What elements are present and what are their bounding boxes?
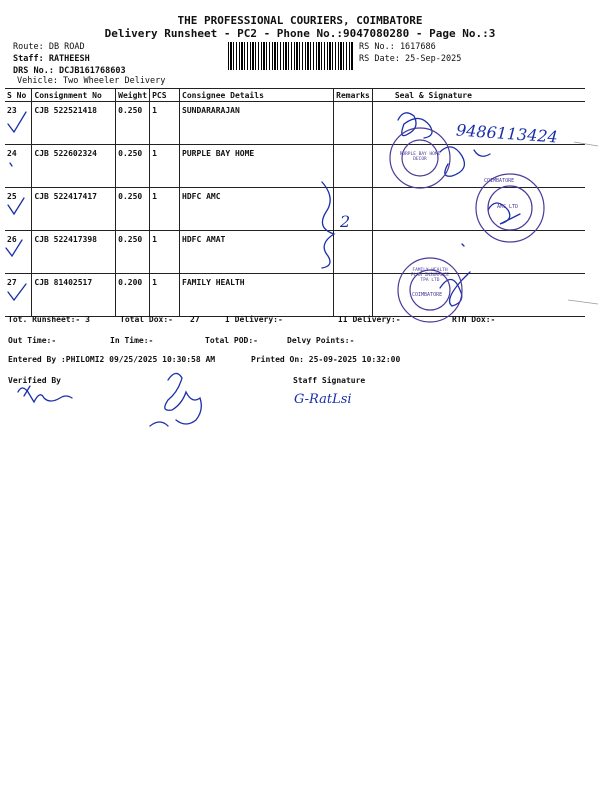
cell-sno: 25: [5, 188, 32, 231]
cell-consignee: SUNDARARAJAN: [180, 102, 334, 145]
tick-mark-icon: [10, 163, 12, 166]
cell-pcs: 1: [150, 188, 180, 231]
verified-by-label: Verified By: [8, 376, 61, 385]
cell-consignee: PURPLE BAY HOME: [180, 145, 334, 188]
printed-on: Printed On: 25-09-2025 10:32:00: [251, 355, 401, 364]
tick-mark-icon: [8, 112, 26, 132]
route-label: Route: DB ROAD: [13, 42, 85, 52]
family-health-stamp-text: FAMILY HEALTH PLAN INSURANCE TPA LTD: [411, 268, 449, 283]
company-title: THE PROFESSIONAL COURIERS, COIMBATORE: [177, 14, 423, 27]
middle-signature-icon: [150, 422, 168, 426]
staff-signature-label: Staff Signature: [293, 376, 366, 385]
cell-pcs: 1: [150, 231, 180, 274]
cell-pcs: 1: [150, 102, 180, 145]
tick-mark-icon: [6, 240, 22, 256]
runsheet-title: Delivery Runsheet - PC2 - Phone No.:9047080280 - Page No.:3: [104, 27, 496, 40]
cell-sno: 24: [5, 145, 32, 188]
hdfc-stamp-text: COIMBATORE: [484, 178, 515, 184]
cell-pcs: 1: [150, 274, 180, 317]
i-delivery: I Delivery:-: [225, 315, 283, 324]
middle-signature-icon: [165, 373, 202, 424]
tick-mark-icon: [8, 284, 26, 300]
out-time: Out Time:-: [8, 336, 57, 345]
signature-scribble-icon: [474, 150, 490, 156]
in-time: In Time:-: [110, 336, 154, 345]
total-dox-label: Total Dox:-: [120, 315, 173, 324]
col-sno: S No: [5, 89, 32, 102]
cell-consignee: FAMILY HEALTH: [180, 274, 334, 317]
cell-weight: 0.250: [116, 188, 150, 231]
handwritten-phone-note: 9486113424: [455, 120, 559, 147]
cell-consignment: CJB 522417417: [32, 188, 116, 231]
cell-weight: 0.250: [116, 145, 150, 188]
family-health-stamp-mid-text: COIMBATORE: [412, 292, 443, 298]
delvy-points: Delvy Points:-: [287, 336, 355, 345]
staff-label: Staff: RATHEESH: [13, 54, 90, 64]
cell-weight: 0.250: [116, 231, 150, 274]
cell-sno: 27: [5, 274, 32, 317]
cell-consignee: HDFC AMAT: [180, 231, 334, 274]
col-consignee: Consignee Details: [180, 89, 334, 102]
col-weight: Weight: [116, 89, 150, 102]
col-remarks: Remarks: [334, 89, 373, 102]
hdfc-stamp-mid-text: AMC LTD: [497, 204, 519, 210]
cell-weight: 0.250: [116, 102, 150, 145]
tick-mark-icon: [8, 198, 24, 214]
handwritten-remark: 2: [340, 212, 351, 231]
entered-by: Entered By :PHILOMI2 09/25/2025 10:30:58 AM: [8, 355, 216, 364]
cell-weight: 0.200: [116, 274, 150, 317]
rs-number: RS No.: 1617686: [359, 42, 436, 52]
signature-scribble-icon: [462, 244, 464, 246]
cell-consignment: CJB 81402517: [32, 274, 116, 317]
signature-scribble-icon: [440, 147, 464, 176]
cell-sno: 26: [5, 231, 32, 274]
col-pcs: PCS: [150, 89, 180, 102]
total-pod: Total POD:-: [205, 336, 258, 345]
cell-consignment: CJB 522417398: [32, 231, 116, 274]
total-dox-value: 27: [190, 315, 200, 324]
ii-delivery: II Delivery:-: [338, 315, 401, 324]
rtn-dox: RTN Dox:-: [452, 315, 496, 324]
brace-icon: [322, 182, 334, 268]
tot-runsheet: Tot. Runsheet:- 3: [8, 315, 90, 324]
cell-consignment: CJB 522521418: [32, 102, 116, 145]
cell-pcs: 1: [150, 145, 180, 188]
rs-date: RS Date: 25-Sep-2025: [359, 54, 462, 64]
purple-bay-stamp-text: PURPLE BAY HOME DECOR: [399, 152, 441, 162]
vehicle-label: Vehicle: Two Wheeler Delivery: [17, 76, 166, 86]
cell-sno: 23: [5, 102, 32, 145]
col-consignment: Consignment No: [32, 89, 116, 102]
staff-handwritten-signature: G-RatLsi: [294, 392, 352, 407]
verifier-signature-icon: [18, 388, 72, 402]
drs-number: DRS No.: DCJB161768603: [13, 66, 126, 76]
col-seal-signature: Seal & Signature: [372, 89, 585, 102]
signature-scribble-icon: [398, 113, 432, 138]
cell-consignee: HDFC AMC: [180, 188, 334, 231]
cell-consignment: CJB 522602324: [32, 145, 116, 188]
